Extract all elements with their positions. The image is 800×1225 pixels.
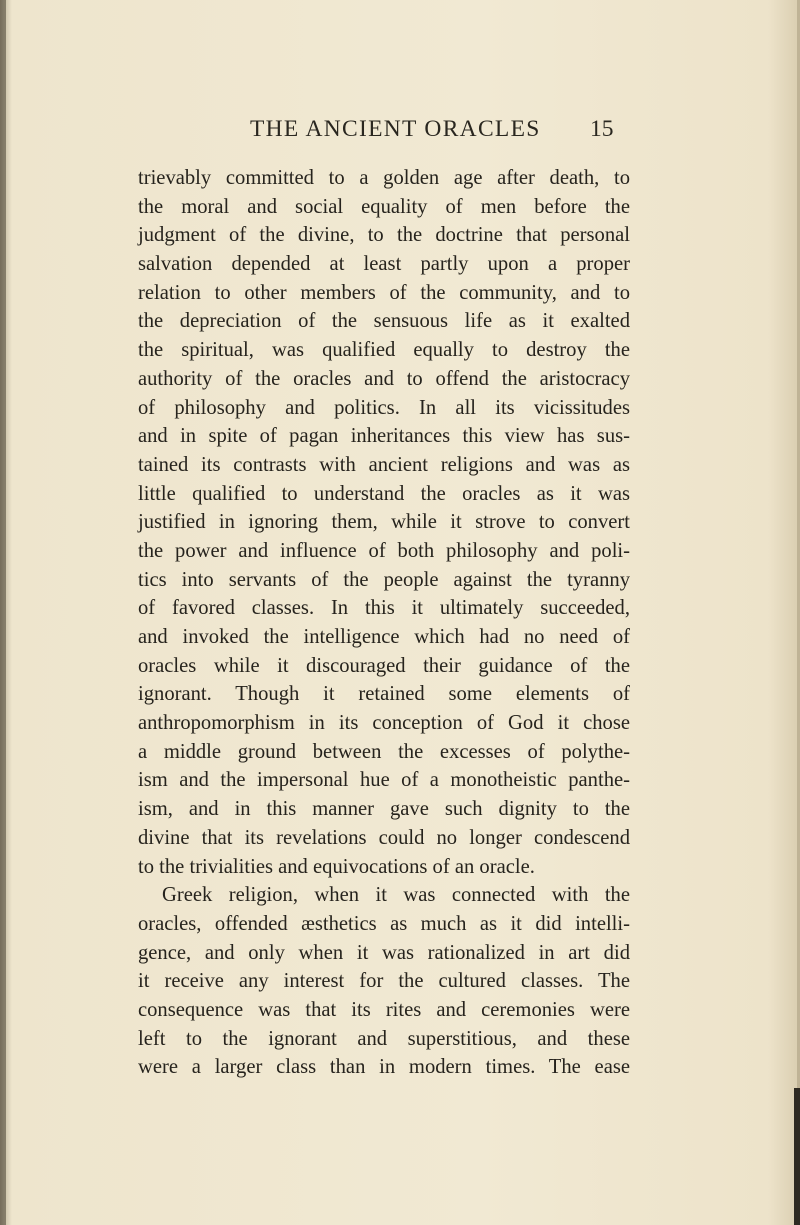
- text-line: and in spite of pagan inheritances this view has sus-: [138, 425, 630, 448]
- text-line: divine that its revelations could no longer condescend: [138, 826, 630, 849]
- text-line: oracles while it discouraged their guidance of the: [138, 654, 630, 677]
- text-line: tics into servants of the people against the tyranny: [138, 568, 630, 591]
- text-line: gence, and only when it was rationalized in art did: [138, 941, 630, 964]
- text-line: the depreciation of the sensuous life as it exalted: [138, 310, 630, 333]
- text-line: the power and influence of both philosophy and poli-: [138, 539, 630, 562]
- text-line: consequence was that its rites and ceremonies were: [138, 998, 630, 1021]
- paragraph-start-line: Greek religion, when it was connected with the: [162, 884, 630, 907]
- text-line: justified in ignoring them, while it strove to convert: [138, 511, 630, 534]
- text-line: ism and the impersonal hue of a monotheistic panthe-: [138, 769, 630, 792]
- text-line: authority of the oracles and to offend the aristocracy: [138, 367, 630, 390]
- body-text: [138, 164, 630, 1082]
- text-line: judgment of the divine, to the doctrine that personal: [138, 224, 630, 247]
- running-head: [0, 116, 800, 146]
- text-line: of philosophy and politics. In all its vicissitudes: [138, 396, 630, 419]
- text-line: ism, and in this manner gave such dignity to the: [138, 798, 630, 821]
- text-line: anthropomorphism in its conception of God it chose: [138, 712, 630, 735]
- text-line: it receive any interest for the cultured classes. The: [138, 970, 630, 993]
- text-line: left to the ignorant and superstitious, and these: [138, 1027, 630, 1050]
- page-edge-mark: [794, 1088, 800, 1225]
- running-head-title: THE ANCIENT ORACLES: [250, 116, 541, 142]
- text-line: tained its contrasts with ancient religions and was as: [138, 453, 630, 476]
- text-line: little qualified to understand the oracles as it was: [138, 482, 630, 505]
- page-number: 15: [590, 116, 614, 142]
- text-line: oracles, offended æsthetics as much as it did intelli-: [138, 912, 630, 935]
- text-line: to the trivialities and equivocations of an oracle.: [138, 855, 535, 878]
- text-line: the spiritual, was qualified equally to destroy the: [138, 339, 630, 362]
- text-line: salvation depended at least partly upon a proper: [138, 253, 630, 276]
- text-line: ignorant. Though it retained some elements of: [138, 683, 630, 706]
- text-line: and invoked the intelligence which had no need of: [138, 626, 630, 648]
- text-line: the moral and social equality of men before the: [138, 195, 630, 218]
- text-line: relation to other members of the community, and to: [138, 281, 630, 304]
- text-line: trievably committed to a golden age after death, to: [138, 167, 630, 189]
- page-gutter-shadow: [0, 0, 6, 1225]
- text-line: were a larger class than in modern times. The ease: [138, 1056, 630, 1079]
- text-line: of favored classes. In this it ultimately succeeded,: [138, 597, 630, 620]
- text-line: a middle ground between the excesses of polythe-: [138, 740, 630, 763]
